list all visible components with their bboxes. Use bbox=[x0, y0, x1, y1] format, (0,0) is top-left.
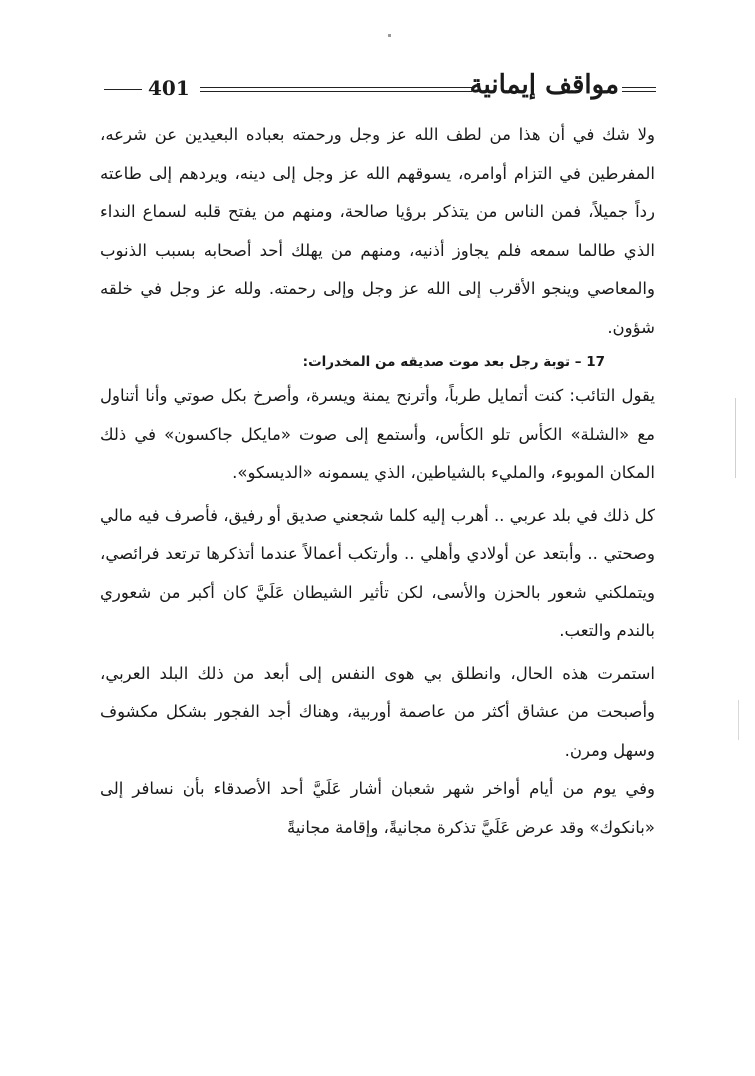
intro-paragraph: ولا شك في أن هذا من لطف الله عز وجل ورحمته بعباده البعيدين عن شرعه، المفرطين في التزام أوامره، يسوقهم الله عز وجل إلى دينه، ويردهم إلى طاعته رداً جميلاً، فمن الناس من يتذكر برؤيا صالحة، ومنهم من يفتح قلبه لسماع النداء الذي طالما سمعه فلم يجاوز أذنيه، ومنهم من يهلك أحد أصحابه بسبب الذنوب والمعاصي وينجو الأقرب إلى الله عز وجل وإلى رحمته. ولله عز وجل في خلقه شؤون. bbox=[100, 125, 655, 337]
paragraph-1: يقول التائب: كنت أتمايل طرباً، وأترنح يمنة ويسرة، وأصرخ بكل صوتي وأنا أتناول مع «الشلة» الكأس تلو الكأس، وأستمع إلى صوت «مايكل جاكسون» في ذلك المكان الموبوء، والمليء بالشياطين، الذي يسمونه «الديسكو». bbox=[100, 386, 655, 482]
header-rule-left bbox=[104, 89, 142, 90]
page-body bbox=[100, 116, 655, 847]
page-number: 401 bbox=[148, 76, 190, 100]
header-rule-right bbox=[622, 87, 656, 92]
scan-speck bbox=[388, 34, 391, 37]
scan-speck bbox=[738, 700, 739, 740]
paragraph-2: كل ذلك في بلد عربي .. أهرب إليه كلما شجعني صديق أو رفيق، فأصرف فيه مالي وصحتي .. وأبتعد عن أولادي وأهلي .. وأرتكب أعمالاً عندما أتذكرها ترتعد فرائصي، ويتملكني شعور بالحزن والأسى، لكن تأثير الشيطان عَلَيَّ كان أكبر من شعوري بالندم والتعب. bbox=[100, 505, 655, 640]
header-rule-middle bbox=[200, 87, 472, 92]
scan-speck bbox=[735, 398, 736, 478]
running-title: مواقف إيمانية bbox=[469, 70, 619, 100]
paragraph-4: وفي يوم من أيام أواخر شهر شعبان أشار عَلَيَّ أحد الأصدقاء بأن نسافر إلى «بانكوك» وقد عرض عَلَيَّ تذكرة مجانيةً، وإقامة مجانيةً bbox=[100, 779, 655, 837]
story-heading: 17 – توبة رجل بعد موت صديقه من المخدرات: bbox=[302, 354, 605, 370]
paragraph-3: استمرت هذه الحال، وانطلق بي هوى النفس إلى أبعد من ذلك البلد العربي، وأصبحت من عشاق أكثر من عاصمة أوربية، وهناك أجد الفجور بشكل مكشوف وسهل ومرن. bbox=[100, 663, 655, 760]
page-header bbox=[100, 72, 655, 112]
